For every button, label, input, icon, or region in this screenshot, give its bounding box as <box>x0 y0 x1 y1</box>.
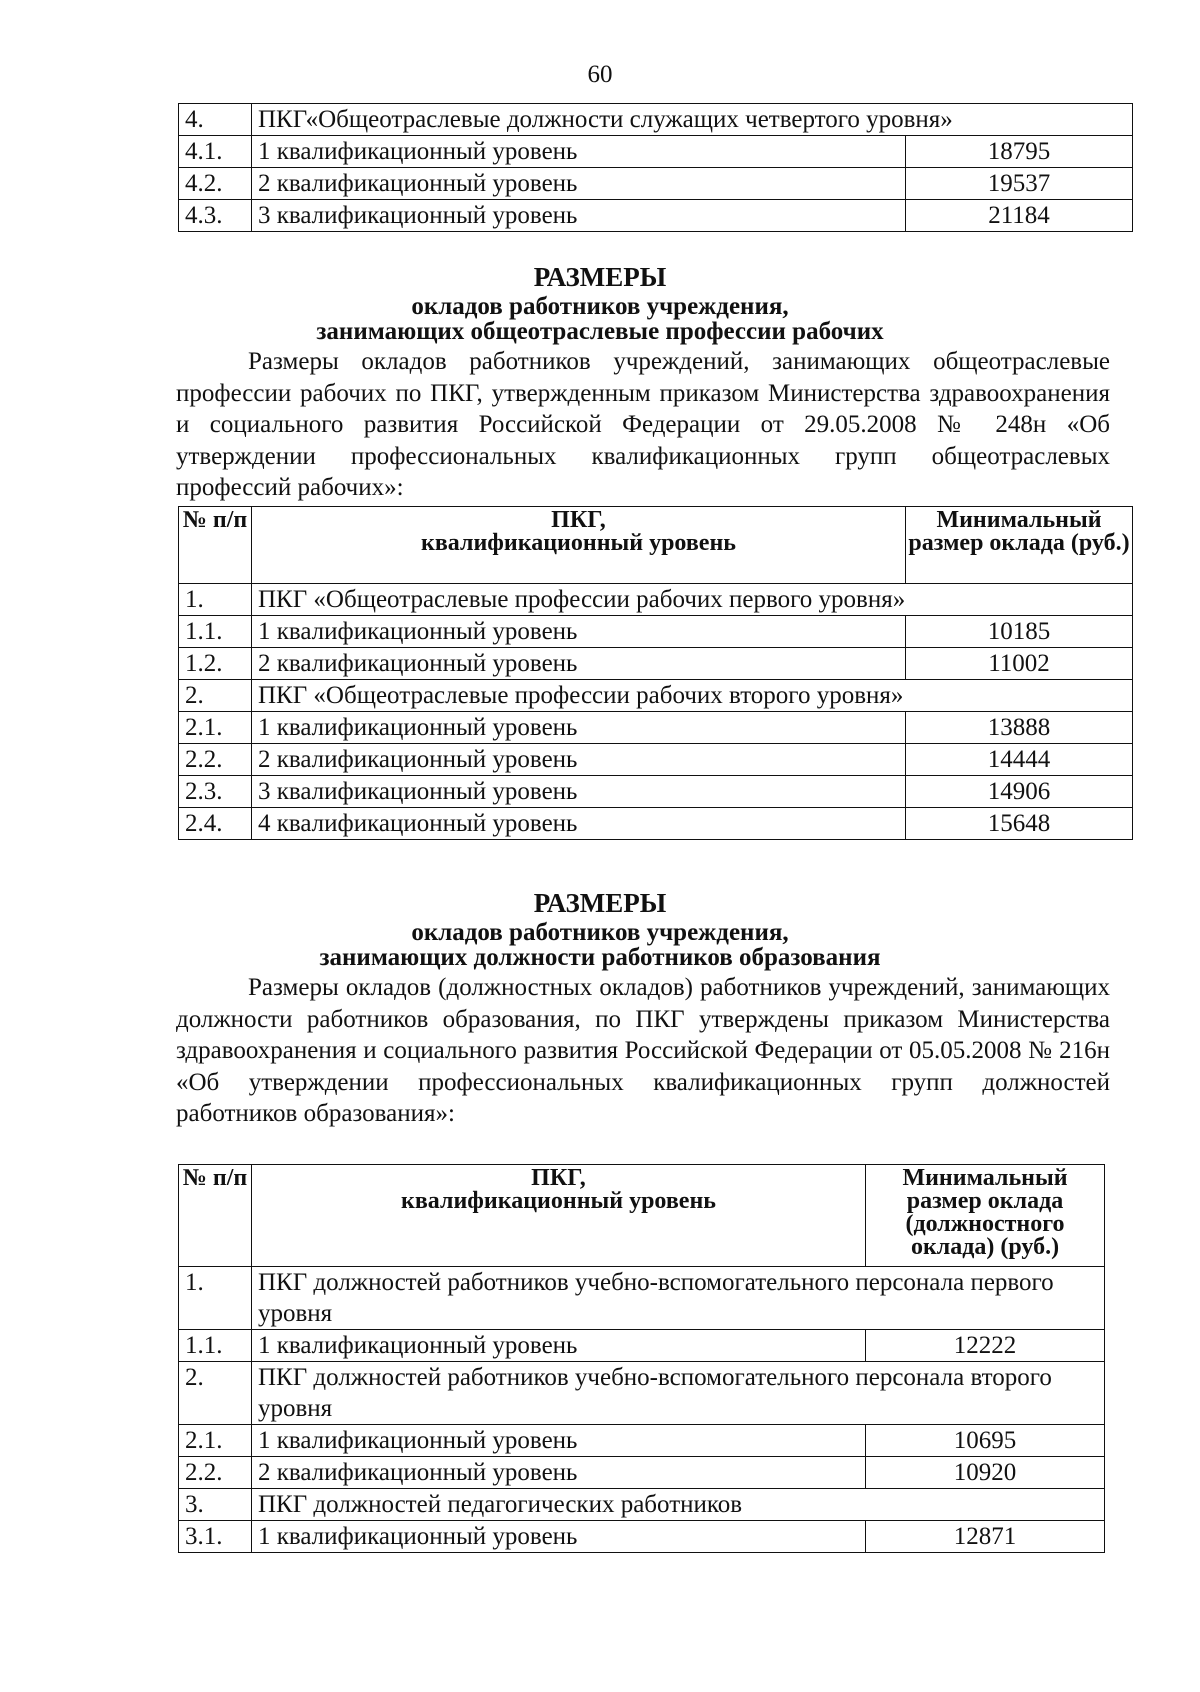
row-number: 3.1. <box>179 1521 252 1553</box>
row-number: 2.4. <box>179 808 252 840</box>
table-row <box>179 808 1133 840</box>
header-pkg-line2: квалификационный уровень <box>421 530 736 556</box>
row-number: 2.1. <box>179 1425 252 1457</box>
row-value: 14906 <box>906 776 1133 808</box>
row-number: 1. <box>179 1267 252 1330</box>
section2-subtitle-line2: занимающих должности работников образования <box>319 944 881 971</box>
row-number: 1. <box>179 584 252 616</box>
row-number: 4. <box>179 104 252 136</box>
table-row <box>179 1362 1105 1425</box>
table-row <box>179 1267 1105 1330</box>
header-pkg-line2: квалификационный уровень <box>401 1188 716 1214</box>
header-pkg-line1: ПКГ, <box>551 507 606 533</box>
table-row <box>179 168 1133 200</box>
row-name: 2 квалификационный уровень <box>252 648 906 680</box>
table-row <box>179 200 1133 232</box>
row-value: 18795 <box>906 136 1133 168</box>
row-value: 10695 <box>866 1425 1105 1457</box>
page-number: 60 <box>587 61 613 88</box>
row-value: 11002 <box>906 648 1133 680</box>
header-number: № п/п <box>179 1165 252 1267</box>
row-value: 12871 <box>866 1521 1105 1553</box>
row-number: 2.3. <box>179 776 252 808</box>
row-number: 1.1. <box>179 616 252 648</box>
row-number: 1.2. <box>179 648 252 680</box>
header-number: № п/п <box>179 507 252 584</box>
row-number: 2.2. <box>179 744 252 776</box>
table-pkg-employees-level4 <box>178 103 1133 232</box>
table-education-workers <box>178 1164 1105 1553</box>
row-value: 12222 <box>866 1330 1105 1362</box>
row-name: ПКГ должностей работников учебно-вспомогательного персонала второго уровня <box>252 1362 1105 1425</box>
header-pkg <box>252 507 906 584</box>
table-row <box>179 744 1133 776</box>
header-pkg <box>252 1165 866 1267</box>
row-name: ПКГ «Общеотраслевые профессии рабочих второго уровня» <box>252 680 1133 712</box>
section2-paragraph: Размеры окладов (должностных окладов) работников учреждений, занимающих должности работников образования, по ПКГ утверждены приказом Министерства здравоохранения и социального развития Российской Федерации от 05.05.2008 № 216н «Об утверждении профессиональных квалификационных групп должностей работников образования»: <box>176 974 1110 1127</box>
table-worker-professions <box>178 506 1133 840</box>
row-name: 2 квалификационный уровень <box>252 1457 866 1489</box>
table-row <box>179 616 1133 648</box>
header-min-salary: Минимальный размер оклада (руб.) <box>906 507 1133 584</box>
table-row <box>179 1330 1105 1362</box>
row-name: ПКГ «Общеотраслевые профессии рабочих первого уровня» <box>252 584 1133 616</box>
row-value: 15648 <box>906 808 1133 840</box>
table-header-row <box>179 1165 1105 1267</box>
row-name: 4 квалификационный уровень <box>252 808 906 840</box>
section1-paragraph: Размеры окладов работников учреждений, занимающих общеотраслевые профессии рабочих по ПКГ, утвержденным приказом Министерства здравоохранения и социального развития Российской Федерации от 29.05.2008 № 248н «Об утверждении профессиональных квалификационных групп общеотраслевых профессий рабочих»: <box>176 348 1110 501</box>
row-number: 4.3. <box>179 200 252 232</box>
row-number: 4.1. <box>179 136 252 168</box>
row-value: 10185 <box>906 616 1133 648</box>
row-value: 10920 <box>866 1457 1105 1489</box>
row-name: 2 квалификационный уровень <box>252 744 906 776</box>
section1-title: РАЗМЕРЫ <box>533 262 667 292</box>
row-name: ПКГ должностей педагогических работников <box>252 1489 1105 1521</box>
table-row <box>179 648 1133 680</box>
table-row <box>179 584 1133 616</box>
row-name: 2 квалификационный уровень <box>252 168 906 200</box>
table-row <box>179 680 1133 712</box>
section1-subtitle-line2: занимающих общеотраслевые профессии рабочих <box>316 318 884 345</box>
row-name: ПКГ«Общеотраслевые должности служащих четвертого уровня» <box>252 104 1133 136</box>
row-number: 1.1. <box>179 1330 252 1362</box>
table-row <box>179 1489 1105 1521</box>
table-row <box>179 1457 1105 1489</box>
row-value: 14444 <box>906 744 1133 776</box>
table-row <box>179 1425 1105 1457</box>
row-number: 2.1. <box>179 712 252 744</box>
row-value: 19537 <box>906 168 1133 200</box>
row-number: 2. <box>179 680 252 712</box>
row-name: 1 квалификационный уровень <box>252 616 906 648</box>
table-header-row <box>179 507 1133 584</box>
header-min-salary: Минимальный размер оклада (должностного оклада) (руб.) <box>866 1165 1105 1267</box>
row-name: 1 квалификационный уровень <box>252 1425 866 1457</box>
table-row <box>179 104 1133 136</box>
section2-title: РАЗМЕРЫ <box>533 888 667 918</box>
row-name: 1 квалификационный уровень <box>252 712 906 744</box>
row-name: 1 квалификационный уровень <box>252 136 906 168</box>
section2-subtitle-line1: окладов работников учреждения, <box>411 919 789 946</box>
row-number: 2. <box>179 1362 252 1425</box>
table-row <box>179 712 1133 744</box>
table-row <box>179 1521 1105 1553</box>
section1-subtitle-line1: окладов работников учреждения, <box>411 293 789 320</box>
row-number: 4.2. <box>179 168 252 200</box>
row-number: 2.2. <box>179 1457 252 1489</box>
row-name: 1 квалификационный уровень <box>252 1330 866 1362</box>
row-name: 1 квалификационный уровень <box>252 1521 866 1553</box>
table-row <box>179 776 1133 808</box>
row-value: 13888 <box>906 712 1133 744</box>
row-name: ПКГ должностей работников учебно-вспомогательного персонала первого уровня <box>252 1267 1105 1330</box>
header-pkg-line1: ПКГ, <box>531 1165 586 1191</box>
row-name: 3 квалификационный уровень <box>252 776 906 808</box>
table-row <box>179 136 1133 168</box>
row-number: 3. <box>179 1489 252 1521</box>
row-name: 3 квалификационный уровень <box>252 200 906 232</box>
row-value: 21184 <box>906 200 1133 232</box>
